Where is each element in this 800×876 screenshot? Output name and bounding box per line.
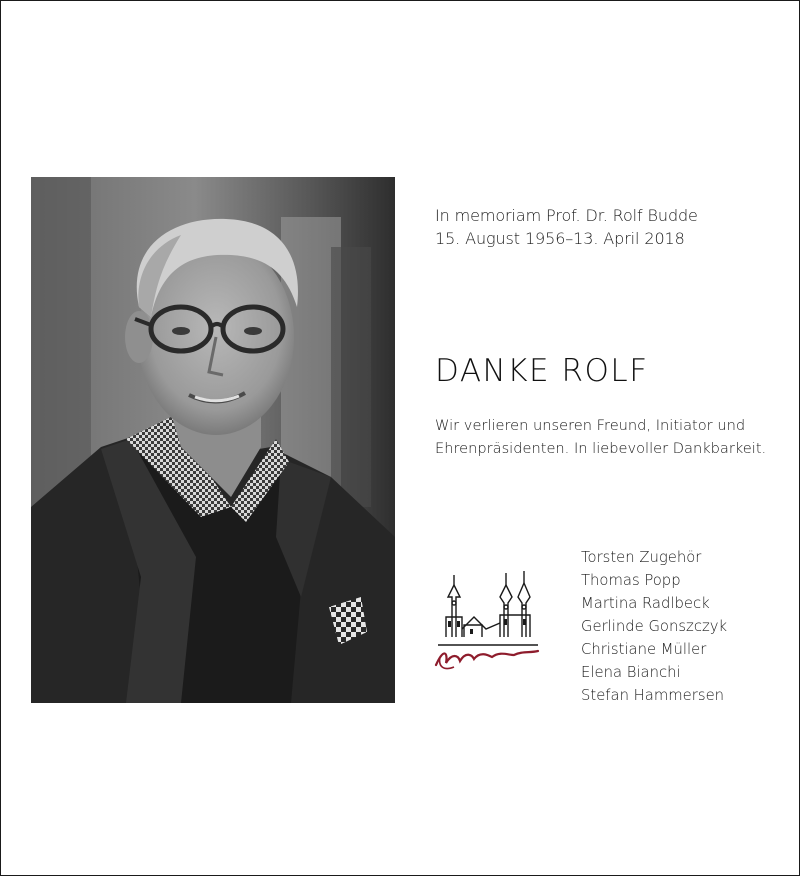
memoriam-block — [435, 204, 775, 250]
signers-list — [581, 546, 791, 707]
memoriam-name: In memoriam Prof. Dr. Rolf Budde — [435, 206, 698, 225]
tribute-message — [435, 414, 795, 460]
signer-name: Elena Bianchi — [581, 664, 681, 681]
memoriam-dates: 15. August 1956–13. April 2018 — [435, 229, 685, 248]
signer-name: Christiane Müller — [581, 641, 707, 658]
message-line: Wir verlieren unseren Freund, Initiator und — [435, 417, 746, 434]
portrait-photo — [31, 177, 395, 703]
signer-name: Martina Radlbeck — [581, 595, 710, 612]
signer-name: Stefan Hammersen — [581, 687, 725, 704]
signer-name: Thomas Popp — [581, 572, 681, 589]
kunstverein-logo — [434, 567, 544, 679]
signer-name: Gerlinde Gonszczyk — [581, 618, 728, 635]
headline: DANKE ROLF — [435, 353, 649, 389]
signer-name: Torsten Zugehör — [581, 549, 702, 566]
message-line: Ehrenpräsidenten. In liebevoller Dankbarkeit. — [435, 440, 767, 457]
